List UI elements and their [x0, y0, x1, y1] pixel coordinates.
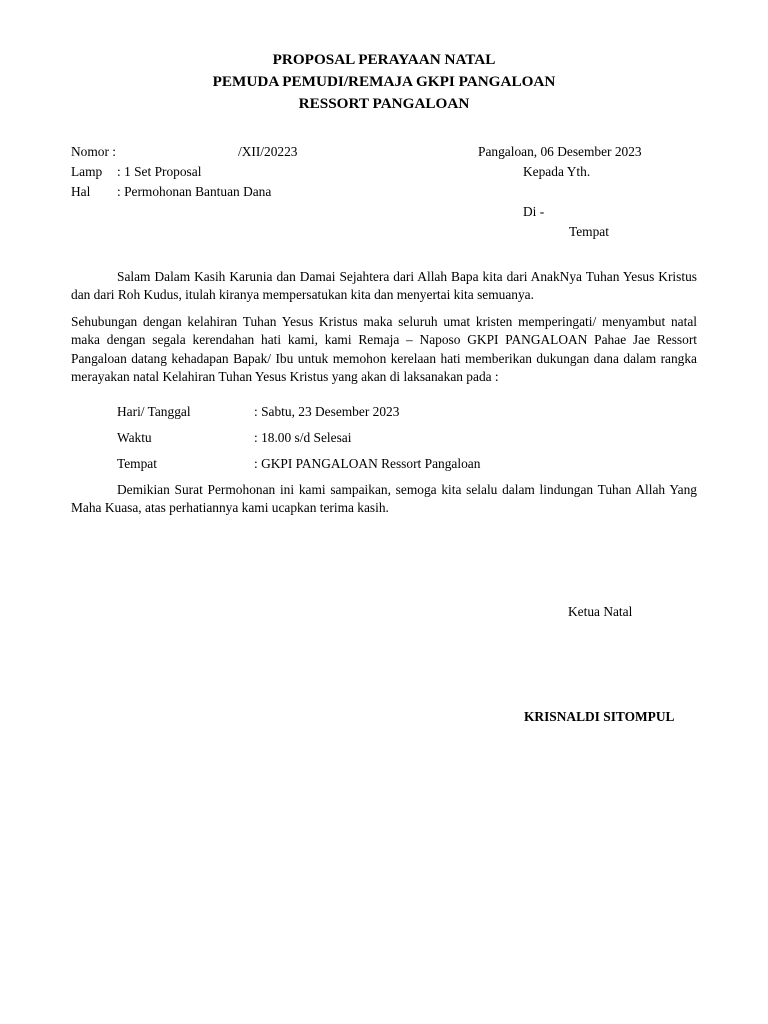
event-place-value: : GKPI PANGALOAN Ressort Pangaloan [254, 456, 481, 471]
recipient-kepada: Kepada Yth. [523, 164, 591, 179]
signature-name: KRISNALDI SITOMPUL [524, 709, 675, 724]
hal-value: : Permohonan Bantuan Dana [117, 184, 272, 199]
event-place-label: Tempat [117, 456, 157, 471]
closing-paragraph: Demikian Surat Permohonan ini kami sampaikan, semoga kita selalu dalam lindungan Tuhan Allah Yang Maha Kuasa, atas perhatiannya kami ucapkan terima kasih. [71, 482, 697, 516]
hal-label: Hal [71, 184, 91, 199]
lamp-value: : 1 Set Proposal [117, 164, 202, 179]
request-paragraph: Sehubungan dengan kelahiran Tuhan Yesus Kristus maka seluruh umat kristen memperingati/ menyambut natal maka dengan segala kerendahan hati kami, kami Remaja – Naposo GKPI PANGALOAN Pahae Jae Ressort Pangaloan datang kehadapan Bapak/ Ibu untuk memohon kerelaan hati memberikan dukungan dana dalam rangka merayakan natal Kelahiran Tuhan Yesus Kristus yang akan di laksanakan pada : [71, 314, 697, 384]
signature-role: Ketua Natal [568, 604, 633, 619]
document-title: PROPOSAL PERAYAAN NATAL [272, 51, 496, 68]
recipient-tempat: Tempat [569, 224, 609, 239]
event-date-value: : Sabtu, 23 Desember 2023 [254, 404, 400, 419]
event-date-label: Hari/ Tanggal [117, 404, 191, 419]
lamp-label: Lamp [71, 164, 103, 179]
event-time-label: Waktu [117, 430, 152, 445]
nomor-value: /XII/20223 [238, 144, 298, 159]
greeting-paragraph: Salam Dalam Kasih Karunia dan Damai Sejahtera dari Allah Bapa kita dari AnakNya Tuhan Yesus Kristus dan dari Roh Kudus, itulah kiranya mempersatukan kita dan menyertai kita semuanya. [71, 269, 697, 303]
recipient-di: Di - [523, 204, 545, 219]
document-subtitle-organization: PEMUDA PEMUDI/REMAJA GKPI PANGALOAN [212, 73, 556, 90]
nomor-label: Nomor : [71, 144, 117, 159]
document-subtitle-ressort: RESSORT PANGALOAN [298, 95, 470, 112]
place-date: Pangaloan, 06 Desember 2023 [478, 144, 642, 159]
event-time-value: : 18.00 s/d Selesai [254, 430, 352, 445]
